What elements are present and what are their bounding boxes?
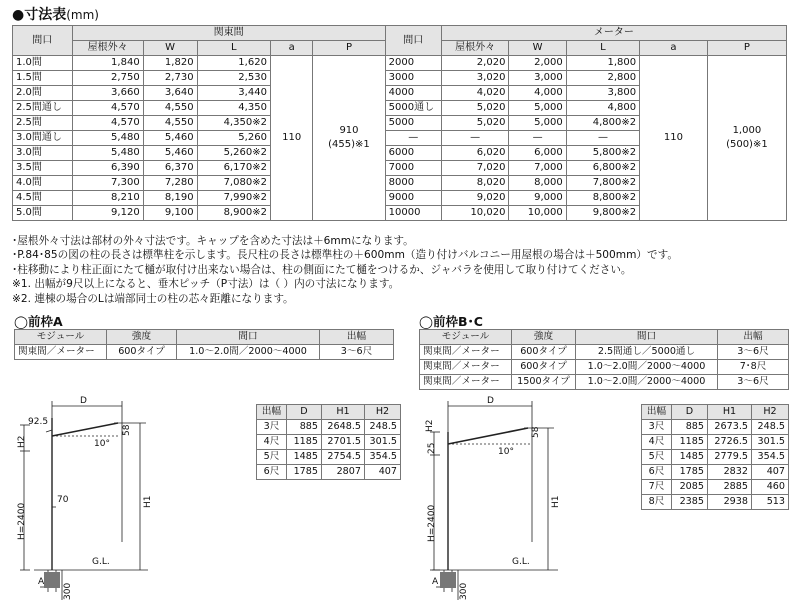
dtbc-h2: H1 bbox=[708, 405, 752, 420]
table-cell: — bbox=[441, 131, 509, 146]
table-cell: — bbox=[385, 131, 441, 146]
a-value: 110 bbox=[270, 56, 312, 221]
table-cell: 5,020 bbox=[441, 101, 509, 116]
section-a-table bbox=[14, 329, 394, 360]
dim-table-a bbox=[256, 404, 401, 480]
table-cell: 4.0間 bbox=[13, 176, 73, 191]
dta-h2: H1 bbox=[322, 405, 365, 420]
table-cell: 407 bbox=[752, 465, 789, 480]
sa-h-dehaba: 出幅 bbox=[320, 330, 394, 345]
table-cell: 4,350※2 bbox=[197, 116, 270, 131]
table-cell: 4,570 bbox=[72, 116, 143, 131]
table-cell: 2,000 bbox=[509, 56, 566, 71]
table-cell: 4,550 bbox=[143, 116, 197, 131]
table-cell: 1.0〜2.0間／2000〜4000 bbox=[576, 360, 718, 375]
table-cell: 2,730 bbox=[143, 71, 197, 86]
table-cell: 8,800※2 bbox=[566, 191, 639, 206]
table-cell: 2885 bbox=[708, 480, 752, 495]
table-cell: 5,000 bbox=[509, 116, 566, 131]
table-row bbox=[257, 420, 401, 435]
table-cell: 248.5 bbox=[752, 420, 789, 435]
table-cell: 2.5間通し／5000通し bbox=[576, 345, 718, 360]
dim-angle: 10° bbox=[94, 439, 110, 449]
header-meter: メーター bbox=[441, 26, 786, 41]
footing bbox=[440, 572, 456, 588]
table-cell: 6尺 bbox=[642, 465, 672, 480]
table-cell: 5,260※2 bbox=[197, 146, 270, 161]
table-cell: 4,570 bbox=[72, 101, 143, 116]
table-cell: 1485 bbox=[672, 450, 708, 465]
table-cell: 513 bbox=[752, 495, 789, 510]
table-cell: 6,000 bbox=[509, 146, 566, 161]
title-text: ●寸法表 bbox=[12, 7, 67, 23]
table-cell: 3.0間通し bbox=[13, 131, 73, 146]
table-cell: 関東間／メーター bbox=[420, 360, 512, 375]
header-yane: 屋根外々 bbox=[72, 41, 143, 56]
table-row bbox=[642, 435, 789, 450]
dim-300: 300 bbox=[459, 582, 469, 600]
table-cell: 3〜6尺 bbox=[718, 345, 789, 360]
cell: 1.0〜2.0間／2000〜4000 bbox=[177, 345, 320, 360]
header-a-r: a bbox=[640, 41, 708, 56]
table-cell: 3尺 bbox=[642, 420, 672, 435]
table-cell: 3,440 bbox=[197, 86, 270, 101]
header-l-r: L bbox=[566, 41, 639, 56]
table-cell: — bbox=[509, 131, 566, 146]
table-cell: 5尺 bbox=[257, 450, 287, 465]
table-cell: 4,020 bbox=[441, 86, 509, 101]
table-cell: 1185 bbox=[287, 435, 322, 450]
table-cell: 9,020 bbox=[441, 191, 509, 206]
table-cell: 407 bbox=[365, 465, 401, 480]
header-a: a bbox=[270, 41, 312, 56]
table-row bbox=[257, 465, 401, 480]
table-cell: 6000 bbox=[385, 146, 441, 161]
header-maguchi-left: 間口 bbox=[13, 26, 73, 56]
dim-gl: G.L. bbox=[92, 557, 110, 567]
table-cell: 2.0間 bbox=[13, 86, 73, 101]
footing bbox=[44, 572, 60, 588]
table-cell: 4,800 bbox=[566, 101, 639, 116]
table-cell: 9,800※2 bbox=[566, 206, 639, 221]
table-cell: 354.5 bbox=[752, 450, 789, 465]
dim-25: 25 bbox=[427, 442, 437, 454]
table-cell: 5,800※2 bbox=[566, 146, 639, 161]
table-cell: 885 bbox=[287, 420, 322, 435]
table-row bbox=[257, 450, 401, 465]
table-cell: 4尺 bbox=[257, 435, 287, 450]
dim-a: A bbox=[432, 577, 439, 587]
table-cell: 2.5間 bbox=[13, 116, 73, 131]
table-cell: 1.0〜2.0間／2000〜4000 bbox=[576, 375, 718, 390]
table-cell: 6,020 bbox=[441, 146, 509, 161]
table-cell: 7,300 bbox=[72, 176, 143, 191]
table-cell: 3尺 bbox=[257, 420, 287, 435]
table-cell: 7,280 bbox=[143, 176, 197, 191]
table-cell: 1,820 bbox=[143, 56, 197, 71]
table-cell: 4,550 bbox=[143, 101, 197, 116]
header-yane-r: 屋根外々 bbox=[441, 41, 509, 56]
table-cell: 7,000 bbox=[509, 161, 566, 176]
dim-gl: G.L. bbox=[512, 557, 530, 567]
p-sub-right: (500)※1 bbox=[726, 139, 768, 150]
table-cell: 1785 bbox=[672, 465, 708, 480]
diagram-bc bbox=[410, 392, 580, 600]
p-value-right bbox=[707, 56, 786, 221]
table-row bbox=[642, 420, 789, 435]
table-cell: 2.5間通し bbox=[13, 101, 73, 116]
table-cell: 460 bbox=[752, 480, 789, 495]
header-w-r: W bbox=[509, 41, 566, 56]
table-cell: 10,020 bbox=[441, 206, 509, 221]
table-cell: 1.5間 bbox=[13, 71, 73, 86]
table-row bbox=[642, 495, 789, 510]
table-row bbox=[420, 360, 789, 375]
dim-d: D bbox=[80, 396, 87, 406]
dim-h2: H2 bbox=[17, 435, 27, 448]
table-cell: 2648.5 bbox=[322, 420, 365, 435]
page-title bbox=[12, 4, 99, 24]
table-cell: 6,800※2 bbox=[566, 161, 639, 176]
dim-h1: H1 bbox=[551, 495, 561, 508]
table-cell: 6,390 bbox=[72, 161, 143, 176]
dta-h0: 出幅 bbox=[257, 405, 287, 420]
table-cell: 5尺 bbox=[642, 450, 672, 465]
table-cell: 5.0間 bbox=[13, 206, 73, 221]
table-cell: 6,170※2 bbox=[197, 161, 270, 176]
table-cell: 7000 bbox=[385, 161, 441, 176]
table-cell: 4.5間 bbox=[13, 191, 73, 206]
table-cell: 2779.5 bbox=[708, 450, 752, 465]
dim-300: 300 bbox=[63, 582, 73, 600]
table-cell: 2000 bbox=[385, 56, 441, 71]
table-cell: 5,000 bbox=[509, 101, 566, 116]
a-value-right: 110 bbox=[640, 56, 708, 221]
section-bc-table bbox=[419, 329, 789, 390]
dim-92-5: 92.5 bbox=[28, 417, 49, 427]
note-line: ･柱移動により柱正面にたて樋が取付け出来ない場合は、柱の側面にたて樋をつけるか、ジャバラを使用して取り付けてください。 bbox=[12, 263, 632, 276]
section-a-title: ◯前枠A bbox=[14, 314, 63, 329]
note-line: ･P.84･85の図の柱の長さは標準柱を示します。長尺柱の長さは標準柱の＋600mm（造り付けバルコニー用屋根の場合は＋500mm）です。 bbox=[12, 249, 678, 262]
table-cell: 9,120 bbox=[72, 206, 143, 221]
dim-58: 58 bbox=[122, 424, 132, 436]
dta-h1: D bbox=[287, 405, 322, 420]
dim-h2400: H=2400 bbox=[17, 502, 27, 540]
sbc-h-strength: 強度 bbox=[512, 330, 576, 345]
table-cell: 2085 bbox=[672, 480, 708, 495]
table-row bbox=[420, 345, 789, 360]
table-cell: 2,750 bbox=[72, 71, 143, 86]
cell: 3〜6尺 bbox=[320, 345, 394, 360]
table-cell: 10000 bbox=[385, 206, 441, 221]
table-cell: 9000 bbox=[385, 191, 441, 206]
table-row bbox=[257, 435, 401, 450]
table-cell: 3,660 bbox=[72, 86, 143, 101]
table-cell: 5000 bbox=[385, 116, 441, 131]
table-cell: 9,100 bbox=[143, 206, 197, 221]
table-cell: 1500タイプ bbox=[512, 375, 576, 390]
table-cell: 1485 bbox=[287, 450, 322, 465]
table-cell: 354.5 bbox=[365, 450, 401, 465]
table-cell: 3,640 bbox=[143, 86, 197, 101]
table-cell: 8,900※2 bbox=[197, 206, 270, 221]
note-line: ･屋根外々寸法は部材の外々寸法です。キャップを含めた寸法は＋6mmになります。 bbox=[12, 235, 414, 247]
table-cell: 7･8尺 bbox=[718, 360, 789, 375]
table-cell: 3,800 bbox=[566, 86, 639, 101]
table-cell: 9,000 bbox=[509, 191, 566, 206]
dim-angle: 10° bbox=[498, 447, 514, 457]
table-cell: 10,000 bbox=[509, 206, 566, 221]
sa-h-strength: 強度 bbox=[107, 330, 177, 345]
title-unit: (mm) bbox=[66, 8, 99, 22]
dtbc-h0: 出幅 bbox=[642, 405, 672, 420]
table-cell: 8尺 bbox=[642, 495, 672, 510]
table-cell: 2,020 bbox=[441, 56, 509, 71]
table-row bbox=[15, 345, 394, 360]
dim-d: D bbox=[487, 396, 494, 406]
table-cell: 2807 bbox=[322, 465, 365, 480]
cell: 関東間／メーター bbox=[15, 345, 107, 360]
sa-h-maguchi: 間口 bbox=[177, 330, 320, 345]
table-cell: 関東間／メーター bbox=[420, 375, 512, 390]
table-cell: 3,020 bbox=[441, 71, 509, 86]
table-cell: 3.5間 bbox=[13, 161, 73, 176]
table-cell: 5,020 bbox=[441, 116, 509, 131]
table-cell: 2,530 bbox=[197, 71, 270, 86]
table-cell: 2938 bbox=[708, 495, 752, 510]
table-cell: 6尺 bbox=[257, 465, 287, 480]
p-main-right: 1,000 bbox=[732, 125, 762, 136]
table-cell: 7,020 bbox=[441, 161, 509, 176]
table-row bbox=[420, 375, 789, 390]
dim-table-bc bbox=[641, 404, 789, 510]
header-l: L bbox=[197, 41, 270, 56]
table-cell: 301.5 bbox=[365, 435, 401, 450]
table-cell: 2701.5 bbox=[322, 435, 365, 450]
table-cell: 600タイプ bbox=[512, 360, 576, 375]
table-cell: 1185 bbox=[672, 435, 708, 450]
table-cell: 3,000 bbox=[509, 71, 566, 86]
table-cell: 3〜6尺 bbox=[718, 375, 789, 390]
section-bc-title: ◯前枠B･C bbox=[419, 314, 483, 329]
table-cell: 1.0間 bbox=[13, 56, 73, 71]
table-cell: 885 bbox=[672, 420, 708, 435]
dim-h2400: H=2400 bbox=[427, 504, 437, 542]
table-cell: 2832 bbox=[708, 465, 752, 480]
table-cell: 5,480 bbox=[72, 131, 143, 146]
p-value bbox=[313, 56, 385, 221]
table-cell: 248.5 bbox=[365, 420, 401, 435]
dim-58: 58 bbox=[531, 426, 541, 438]
table-cell: 5,460 bbox=[143, 131, 197, 146]
table-cell: 600タイプ bbox=[512, 345, 576, 360]
sa-h-module: モジュール bbox=[15, 330, 107, 345]
table-cell: 1,840 bbox=[72, 56, 143, 71]
table-cell: 8,190 bbox=[143, 191, 197, 206]
header-p-r: P bbox=[707, 41, 786, 56]
table-cell: 7,990※2 bbox=[197, 191, 270, 206]
table-cell: 7,080※2 bbox=[197, 176, 270, 191]
dim-h1: H1 bbox=[143, 495, 153, 508]
table-cell: 5,260 bbox=[197, 131, 270, 146]
table-cell: 8000 bbox=[385, 176, 441, 191]
table-cell: 1,620 bbox=[197, 56, 270, 71]
table-cell: 3000 bbox=[385, 71, 441, 86]
dtbc-h3: H2 bbox=[752, 405, 789, 420]
table-cell: 2754.5 bbox=[322, 450, 365, 465]
table-cell: 5000通し bbox=[385, 101, 441, 116]
table-cell: 5,460 bbox=[143, 146, 197, 161]
dtbc-h1: D bbox=[672, 405, 708, 420]
note-line: ※2. 連棟の場合のLは端部同士の柱の芯々距離になります。 bbox=[12, 292, 294, 305]
note-line: ※1. 出幅が9尺以上になると、垂木ピッチ（P寸法）は（ ）内の寸法になります。 bbox=[12, 278, 400, 291]
table-row bbox=[642, 480, 789, 495]
table-cell: 2,800 bbox=[566, 71, 639, 86]
table-cell: 8,210 bbox=[72, 191, 143, 206]
table-cell: 2673.5 bbox=[708, 420, 752, 435]
table-row bbox=[13, 56, 787, 71]
table-cell: 301.5 bbox=[752, 435, 789, 450]
dim-70: 70 bbox=[57, 495, 69, 505]
diagram-a bbox=[0, 392, 175, 600]
header-w: W bbox=[143, 41, 197, 56]
dim-h2: H2 bbox=[425, 419, 435, 432]
table-cell: 8,000 bbox=[509, 176, 566, 191]
table-cell: — bbox=[566, 131, 639, 146]
dimension-table bbox=[12, 25, 787, 221]
p-sub: (455)※1 bbox=[328, 139, 370, 150]
table-cell: 4,800※2 bbox=[566, 116, 639, 131]
table-cell: 4尺 bbox=[642, 435, 672, 450]
dta-h3: H2 bbox=[365, 405, 401, 420]
header-maguchi-right: 間口 bbox=[385, 26, 441, 56]
table-cell: 3.0間 bbox=[13, 146, 73, 161]
table-cell: 4000 bbox=[385, 86, 441, 101]
table-cell: 7,800※2 bbox=[566, 176, 639, 191]
table-cell: 7尺 bbox=[642, 480, 672, 495]
table-cell: 5,480 bbox=[72, 146, 143, 161]
table-row bbox=[642, 450, 789, 465]
cell: 600タイプ bbox=[107, 345, 177, 360]
table-cell: 4,350 bbox=[197, 101, 270, 116]
table-cell: 6,370 bbox=[143, 161, 197, 176]
sbc-h-maguchi: 間口 bbox=[576, 330, 718, 345]
table-cell: 関東間／メーター bbox=[420, 345, 512, 360]
table-cell: 1,800 bbox=[566, 56, 639, 71]
table-cell: 8,020 bbox=[441, 176, 509, 191]
sbc-h-module: モジュール bbox=[420, 330, 512, 345]
table-cell: 2385 bbox=[672, 495, 708, 510]
notes bbox=[12, 234, 678, 306]
header-p: P bbox=[313, 41, 385, 56]
table-cell: 1785 bbox=[287, 465, 322, 480]
header-kanto: 関東間 bbox=[72, 26, 385, 41]
sbc-h-dehaba: 出幅 bbox=[718, 330, 789, 345]
dim-a: A bbox=[38, 577, 45, 587]
p-main: 910 bbox=[339, 125, 359, 136]
table-cell: 2726.5 bbox=[708, 435, 752, 450]
table-row bbox=[642, 465, 789, 480]
table-cell: 4,000 bbox=[509, 86, 566, 101]
